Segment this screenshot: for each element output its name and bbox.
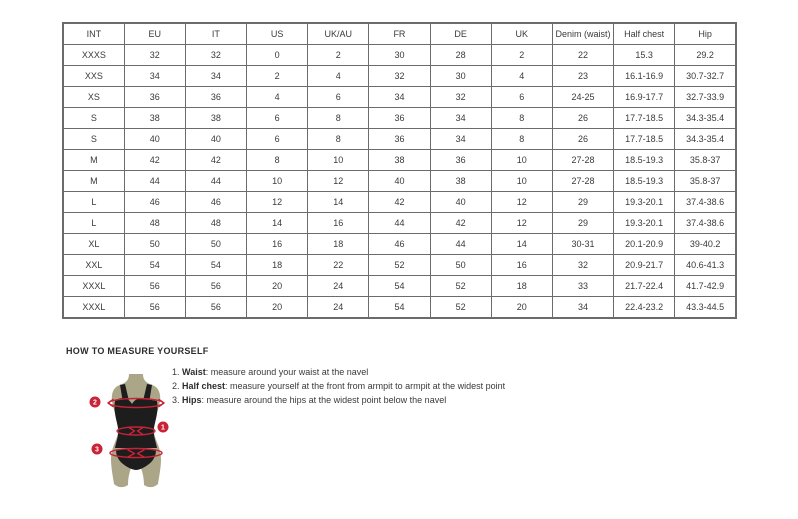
table-cell: M <box>63 150 124 171</box>
table-cell: 19.3-20.1 <box>614 192 675 213</box>
column-header: Denim (waist) <box>552 23 613 45</box>
measure-steps <box>172 368 505 410</box>
table-cell: 22.4-23.2 <box>614 297 675 319</box>
badge-2 <box>90 397 101 408</box>
table-cell: 12 <box>247 192 308 213</box>
table-cell: 28 <box>430 45 491 66</box>
step-number: 1. <box>172 367 180 377</box>
table-cell: XXXS <box>63 45 124 66</box>
table-cell: 20 <box>491 297 552 319</box>
table-cell: 16 <box>491 255 552 276</box>
table-cell: 48 <box>185 213 246 234</box>
table-cell: 34 <box>185 66 246 87</box>
table-cell: 4 <box>308 66 369 87</box>
table-cell: 44 <box>369 213 430 234</box>
table-cell: 34 <box>430 129 491 150</box>
table-cell: 56 <box>185 276 246 297</box>
step-term: Hips <box>182 395 202 405</box>
table-cell: 18 <box>247 255 308 276</box>
table-cell: 36 <box>430 150 491 171</box>
table-cell: 8 <box>491 129 552 150</box>
table-cell: 50 <box>124 234 185 255</box>
table-cell: 6 <box>247 108 308 129</box>
table-cell: 42 <box>369 192 430 213</box>
section-heading: HOW TO MEASURE YOURSELF <box>66 346 209 356</box>
svg-text:2: 2 <box>93 399 97 407</box>
table-cell: 6 <box>308 87 369 108</box>
table-cell: 0 <box>247 45 308 66</box>
table-cell: XXXL <box>63 297 124 319</box>
table-cell: 40.6-41.3 <box>675 255 736 276</box>
table-cell: 40 <box>185 129 246 150</box>
svg-text:3: 3 <box>95 446 99 454</box>
table-cell: 10 <box>491 150 552 171</box>
table-cell: 32 <box>124 45 185 66</box>
column-header: IT <box>185 23 246 45</box>
column-header: Hip <box>675 23 736 45</box>
table-cell: 48 <box>124 213 185 234</box>
table-cell: XL <box>63 234 124 255</box>
table-row <box>63 192 736 213</box>
table-cell: 43.3-44.5 <box>675 297 736 319</box>
measure-step <box>172 382 505 391</box>
table-cell: 38 <box>430 171 491 192</box>
table-row <box>63 45 736 66</box>
table-cell: 30 <box>369 45 430 66</box>
table-cell: 8 <box>247 150 308 171</box>
table-cell: 17.7-18.5 <box>614 129 675 150</box>
table-cell: XXS <box>63 66 124 87</box>
table-cell: 26 <box>552 108 613 129</box>
table-cell: L <box>63 192 124 213</box>
table-cell: 18 <box>491 276 552 297</box>
table-cell: 52 <box>430 276 491 297</box>
table-cell: 54 <box>185 255 246 276</box>
table-cell: 34 <box>369 87 430 108</box>
column-header: US <box>247 23 308 45</box>
table-cell: 4 <box>247 87 308 108</box>
table-cell: 34 <box>552 297 613 319</box>
column-header: DE <box>430 23 491 45</box>
table-cell: 22 <box>308 255 369 276</box>
table-cell: 8 <box>308 129 369 150</box>
step-number: 2. <box>172 381 180 391</box>
table-cell: 18.5-19.3 <box>614 171 675 192</box>
table-cell: 32 <box>185 45 246 66</box>
table-cell: 30.7-32.7 <box>675 66 736 87</box>
table-cell: 54 <box>369 297 430 319</box>
table-cell: 30 <box>430 66 491 87</box>
table-cell: 41.7-42.9 <box>675 276 736 297</box>
table-cell: 35.8-37 <box>675 171 736 192</box>
table-cell: 22 <box>552 45 613 66</box>
table-cell: 14 <box>308 192 369 213</box>
table-row <box>63 150 736 171</box>
table-cell: XXXL <box>63 276 124 297</box>
table-cell: 29.2 <box>675 45 736 66</box>
table-cell: 37.4-38.6 <box>675 192 736 213</box>
table-cell: 40 <box>369 171 430 192</box>
table-cell: L <box>63 213 124 234</box>
table-cell: 26 <box>552 129 613 150</box>
table-cell: 36 <box>185 87 246 108</box>
table-cell: 20 <box>247 297 308 319</box>
svg-text:1: 1 <box>161 424 165 432</box>
table-row <box>63 108 736 129</box>
table-cell: 8 <box>491 108 552 129</box>
table-cell: 30-31 <box>552 234 613 255</box>
column-header: UK <box>491 23 552 45</box>
table-cell: 40 <box>124 129 185 150</box>
step-text: : measure around the hips at the widest point below the navel <box>201 395 447 405</box>
table-cell: 36 <box>124 87 185 108</box>
table-cell: 37.4-38.6 <box>675 213 736 234</box>
table-cell: 23 <box>552 66 613 87</box>
column-header: INT <box>63 23 124 45</box>
table-cell: 27-28 <box>552 150 613 171</box>
table-cell: 38 <box>124 108 185 129</box>
table-row <box>63 129 736 150</box>
table-cell: 6 <box>247 129 308 150</box>
table-cell: 16.1-16.9 <box>614 66 675 87</box>
table-cell: 4 <box>491 66 552 87</box>
table-cell: 38 <box>185 108 246 129</box>
table-cell: 46 <box>124 192 185 213</box>
table-cell: 29 <box>552 213 613 234</box>
table-cell: 14 <box>491 234 552 255</box>
table-cell: 36 <box>369 129 430 150</box>
table-cell: 46 <box>369 234 430 255</box>
table-cell: 6 <box>491 87 552 108</box>
table-cell: 19.3-20.1 <box>614 213 675 234</box>
table-cell: 20.1-20.9 <box>614 234 675 255</box>
table-cell: 32 <box>369 66 430 87</box>
table-cell: 10 <box>491 171 552 192</box>
table-cell: 34 <box>430 108 491 129</box>
table-cell: 14 <box>247 213 308 234</box>
table-cell: 2 <box>247 66 308 87</box>
step-text: : measure yourself at the front from armpit to armpit at the widest point <box>225 381 506 391</box>
table-cell: 32.7-33.9 <box>675 87 736 108</box>
table-cell: 54 <box>124 255 185 276</box>
step-term: Half chest <box>182 381 226 391</box>
table-cell: 34 <box>124 66 185 87</box>
table-cell: 20 <box>247 276 308 297</box>
table-cell: 27-28 <box>552 171 613 192</box>
size-chart-table <box>62 22 737 319</box>
table-cell: M <box>63 171 124 192</box>
table-cell: 15.3 <box>614 45 675 66</box>
table-cell: 32 <box>552 255 613 276</box>
column-header: FR <box>369 23 430 45</box>
table-cell: 40 <box>430 192 491 213</box>
table-row <box>63 66 736 87</box>
table-cell: 50 <box>430 255 491 276</box>
table-row <box>63 234 736 255</box>
measure-step <box>172 368 505 377</box>
table-cell: 12 <box>491 192 552 213</box>
table-cell: 54 <box>369 276 430 297</box>
table-row <box>63 171 736 192</box>
step-term: Waist <box>182 367 206 377</box>
step-number: 3. <box>172 395 180 405</box>
table-header-row <box>63 23 736 45</box>
table-cell: 44 <box>124 171 185 192</box>
table-cell: 34.3-35.4 <box>675 129 736 150</box>
table-cell: 34.3-35.4 <box>675 108 736 129</box>
table-cell: 16.9-17.7 <box>614 87 675 108</box>
column-header: Half chest <box>614 23 675 45</box>
table-cell: 32 <box>430 87 491 108</box>
table-cell: 2 <box>308 45 369 66</box>
table-cell: 42 <box>430 213 491 234</box>
badge-3 <box>92 444 103 455</box>
table-cell: 44 <box>430 234 491 255</box>
table-row <box>63 87 736 108</box>
measure-step <box>172 396 505 405</box>
table-row <box>63 255 736 276</box>
table-cell: 36 <box>369 108 430 129</box>
table-cell: 56 <box>185 297 246 319</box>
table-cell: 8 <box>308 108 369 129</box>
table-cell: 2 <box>491 45 552 66</box>
table-cell: 50 <box>185 234 246 255</box>
table-row <box>63 213 736 234</box>
table-cell: 46 <box>185 192 246 213</box>
table-row <box>63 276 736 297</box>
table-cell: 18.5-19.3 <box>614 150 675 171</box>
badge-1 <box>158 422 169 433</box>
table-cell: 29 <box>552 192 613 213</box>
column-header: EU <box>124 23 185 45</box>
table-cell: XXL <box>63 255 124 276</box>
table-cell: 38 <box>369 150 430 171</box>
table-cell: 24 <box>308 297 369 319</box>
table-cell: S <box>63 108 124 129</box>
table-cell: 52 <box>430 297 491 319</box>
table-cell: S <box>63 129 124 150</box>
table-cell: 56 <box>124 297 185 319</box>
table-cell: 24 <box>308 276 369 297</box>
table-cell: 56 <box>124 276 185 297</box>
table-cell: 21.7-22.4 <box>614 276 675 297</box>
table-row <box>63 297 736 319</box>
table-cell: 12 <box>491 213 552 234</box>
table-cell: 17.7-18.5 <box>614 108 675 129</box>
table-cell: 18 <box>308 234 369 255</box>
table-cell: 24-25 <box>552 87 613 108</box>
table-cell: 35.8-37 <box>675 150 736 171</box>
table-cell: 20.9-21.7 <box>614 255 675 276</box>
table-cell: 39-40.2 <box>675 234 736 255</box>
table-cell: 12 <box>308 171 369 192</box>
table-cell: 16 <box>308 213 369 234</box>
column-header: UK/AU <box>308 23 369 45</box>
table-cell: 42 <box>124 150 185 171</box>
table-cell: 52 <box>369 255 430 276</box>
table-cell: 42 <box>185 150 246 171</box>
table-cell: 33 <box>552 276 613 297</box>
table-cell: 10 <box>308 150 369 171</box>
table-cell: XS <box>63 87 124 108</box>
step-text: : measure around your waist at the navel <box>205 367 369 377</box>
table-cell: 16 <box>247 234 308 255</box>
table-cell: 10 <box>247 171 308 192</box>
table-cell: 44 <box>185 171 246 192</box>
